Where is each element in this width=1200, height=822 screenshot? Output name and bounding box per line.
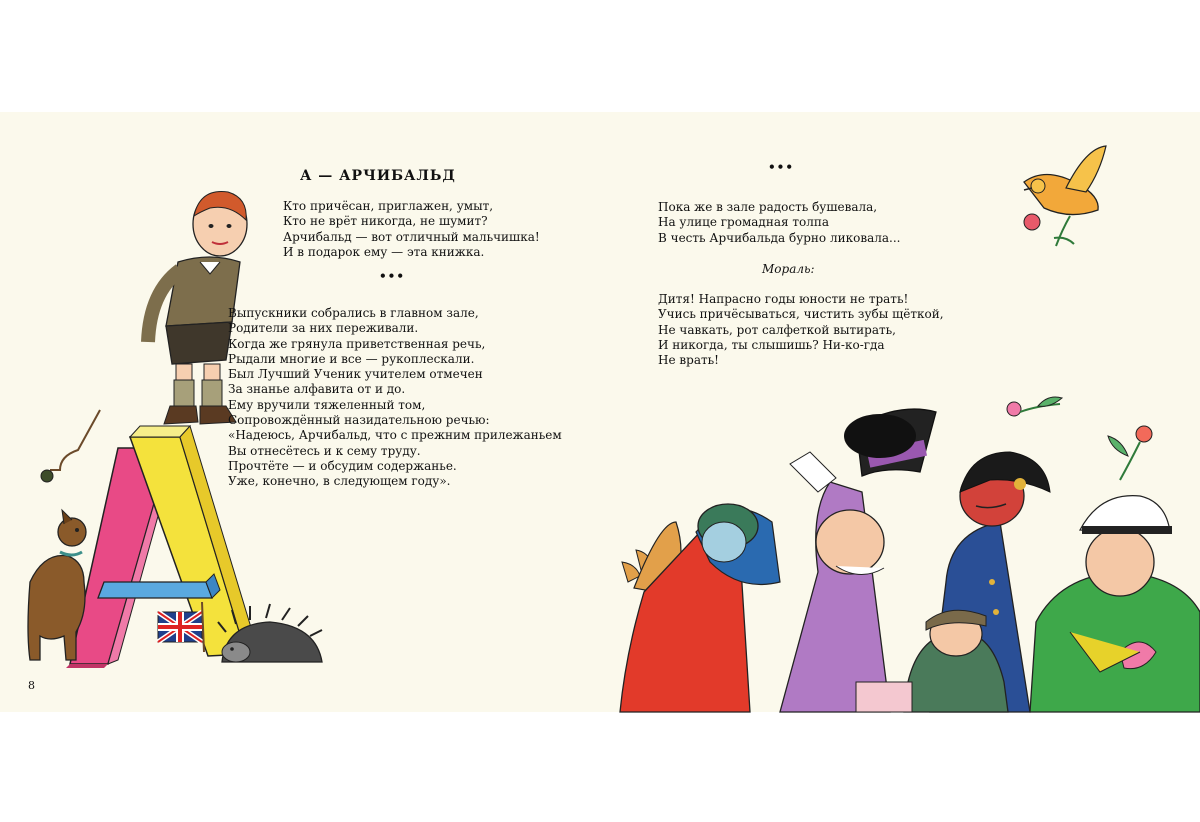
moral-heading: Мораль: [762, 262, 815, 276]
page-number: 8 [28, 679, 35, 692]
woman-in-red-figure [620, 504, 780, 712]
left-page [0, 112, 600, 712]
stanza-separator: ••• [379, 269, 406, 283]
crowd-illustration [600, 112, 1200, 712]
bird-figure [1024, 146, 1106, 246]
poem-stanza-2: Выпускники собрались в главном зале, Родители за них переживали. Когда же грянула приветственная речь, Рыдали многие и все — рукоплескали. Был Лучший Ученик учителем отмечен За знанье алфавита от и до. Ему вручили тяжеленный том, Сопровождённый назидательною речью: «Надеюсь, Арчибальд, что с прежним прилежаньем Вы отнесётесь и к сему труду. Прочтёте — и обсудим содержанье. Уже, конечно, в следующем году». [228, 306, 562, 489]
stanza-separator: ••• [768, 160, 795, 174]
poem-stanza-3: Пока же в зале радость бушевала, На улице громадная толпа В честь Арчибальда бурно ликовала... [658, 200, 901, 245]
poem-title: А — АРЧИБАЛЬД [300, 168, 456, 184]
moral-stanza: Дитя! Напрасно годы юности не трать! Учись причёсываться, чистить зубы щёткой, Не чавкать, рот салфеткой вытирать, И никогда, ты слышишь? Ни-ко-гда Не врать! [658, 292, 944, 368]
white-hat-man-figure [1030, 496, 1200, 712]
book-spread [0, 112, 1200, 712]
poem-stanza-1: Кто причёсан, приглажен, умыт, Кто не врёт никогда, не шумит? Арчибальд — вот отличный мальчишка! И в подарок ему — эта книжка. [283, 199, 540, 259]
right-page [600, 112, 1200, 712]
